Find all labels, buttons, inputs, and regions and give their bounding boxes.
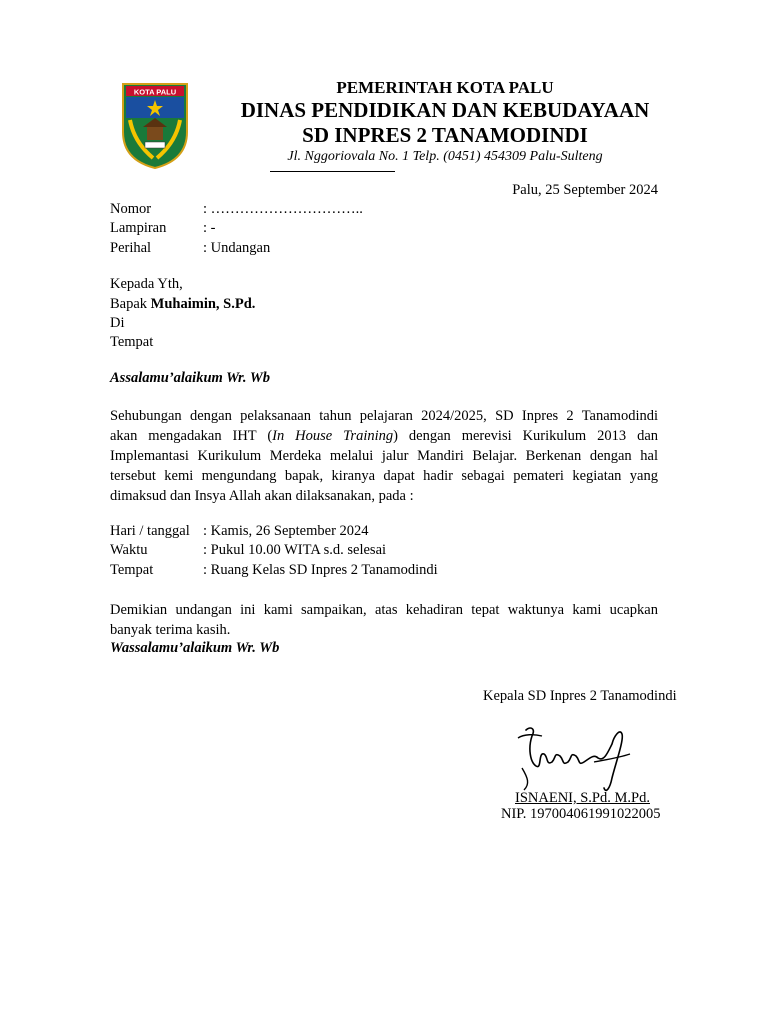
emblem-text: KOTA PALU — [133, 87, 177, 97]
body-line: Implemantasi Kurikulum Merdeka melalui jalur Mandiri Belajar. Berkenan dengan hal — [110, 448, 658, 464]
signatory-name: ISNAENI, S.Pd. M.Pd. — [515, 790, 650, 806]
signature-scribble-icon — [508, 722, 643, 797]
signatory-title: Kepala SD Inpres 2 Tanamodindi — [483, 688, 677, 704]
detail-row-place — [110, 562, 438, 579]
handwritten-signature — [508, 722, 643, 797]
letterhead-department: DINAS PENDIDIKAN DAN KEBUDAYAAN — [240, 98, 650, 122]
letterhead-divider — [270, 171, 395, 172]
meta-label: Lampiran — [110, 220, 167, 236]
opening-greeting: Assalamu’alaikum Wr. Wb — [110, 370, 270, 386]
body-text: akan mengadakan IHT ( — [110, 428, 273, 444]
meta-row-lampiran — [110, 220, 215, 237]
closing-line: Demikian undangan ini kami sampaikan, atas kehadiran tepat waktunya kami ucapkan — [110, 602, 658, 618]
detail-row-date — [110, 523, 369, 540]
letterhead-government: PEMERINTAH KOTA PALU — [336, 78, 554, 97]
recipient-name: Muhaimin, S.Pd. — [150, 296, 256, 312]
body-paragraph — [110, 406, 658, 506]
detail-value: : Kamis, 26 September 2024 — [203, 523, 369, 539]
detail-row-time — [110, 542, 386, 559]
meta-label: Nomor — [110, 201, 152, 217]
meta-row-nomor — [110, 201, 363, 218]
recipient-prefix: Bapak — [110, 296, 151, 312]
closing-greeting: Wassalamu’alaikum Wr. Wb — [110, 640, 280, 656]
meta-label: Perihal — [110, 240, 152, 256]
signatory-nip: NIP. 197004061991022005 — [501, 806, 661, 822]
body-line — [110, 426, 658, 446]
letter-date: Palu, 25 September 2024 — [512, 182, 658, 198]
closing-line: banyak terima kasih. — [110, 622, 231, 638]
meta-value: : Undangan — [203, 240, 271, 256]
emblem-shield-icon — [120, 80, 190, 170]
meta-value: : - — [203, 220, 216, 236]
detail-value: : Ruang Kelas SD Inpres 2 Tanamodindi — [203, 562, 438, 578]
recipient-place: Tempat — [110, 334, 154, 350]
body-italic-text: In House Training — [272, 428, 394, 444]
closing-paragraph — [110, 600, 658, 640]
letterhead-school: SD INPRES 2 TANAMODINDI — [302, 123, 588, 147]
body-line: Sehubungan dengan pelaksanaan tahun pelajaran 2024/2025, SD Inpres 2 Tanamodindi — [110, 408, 658, 424]
city-emblem-logo — [120, 80, 190, 170]
detail-label: Tempat — [110, 562, 154, 578]
body-line: tersebut kemi mengundang bapak, kiranya dapat hadir sebagai pemateri kegiatan yang — [110, 468, 658, 484]
body-text: ) dengan merevisi Kurikulum 2013 dan — [393, 428, 659, 444]
recipient-salutation: Kepada Yth, — [110, 276, 183, 292]
detail-label: Hari / tanggal — [110, 523, 190, 539]
body-line: dimaksud dan Insya Allah akan dilaksanakan, pada : — [110, 488, 414, 504]
meta-row-perihal — [110, 240, 270, 257]
recipient-name-line — [110, 296, 255, 313]
detail-value: : Pukul 10.00 WITA s.d. selesai — [203, 542, 387, 558]
detail-label: Waktu — [110, 542, 148, 558]
recipient-di: Di — [110, 315, 125, 331]
letterhead-address: Jl. Nggoriovala No. 1 Telp. (0451) 454309 Palu-Sulteng — [287, 149, 603, 164]
meta-value: : ………………………….. — [203, 201, 363, 217]
